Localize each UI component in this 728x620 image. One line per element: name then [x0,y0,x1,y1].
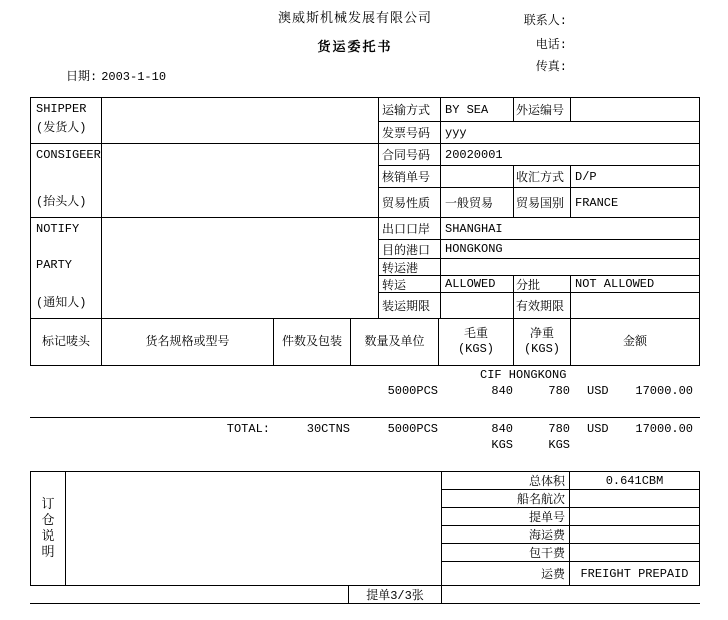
total-net-weight: 780 [548,422,570,436]
vessel-voyage-value [570,490,699,507]
price-term: CIF HONGKONG [480,368,567,382]
notify-value-area [102,218,378,318]
shipper-value-area [102,98,378,143]
header-net-weight-line1: 净重 [529,327,554,341]
bl-number-value [570,508,699,525]
phone-label: 电话: [535,38,567,52]
shipper-label [31,98,102,143]
trade-nature-row [379,188,699,218]
detail-amount: 17000.00 [635,384,693,398]
total-packages: 30CTNS [306,422,350,436]
header-quantity: 数量及单位 [351,319,439,365]
shipper-row [31,98,378,144]
total-amount: 17000.00 [635,422,693,436]
validity-value [571,293,699,318]
shipper-label-cn: (发货人) [36,121,87,135]
header-net-weight [514,319,571,365]
dest-port-value: HONGKONG [445,242,503,256]
shipper-label-en: SHIPPER [36,102,87,116]
shipment-deadline-label: 装运期限 [379,293,441,318]
invoice-no-value: yyy [445,125,467,140]
total-quantity: 5000PCS [387,422,438,436]
detail-currency: USD [587,384,609,398]
goods-data-area [30,366,700,471]
detail-quantity: 5000PCS [387,384,438,398]
header-description: 货名规格或型号 [102,319,274,365]
header-amount: 金额 [622,334,647,349]
goods-table-header [30,318,700,366]
company-name: 澳威斯机械发展有限公司 [277,11,432,26]
booking-summary-table [441,472,699,585]
contact-person-label: 联系人: [523,14,567,28]
header-packages: 件数及包装 [274,319,351,365]
consignee-value-area [102,144,378,217]
total-net-unit: KGS [548,438,570,452]
verification-no-value [441,166,514,187]
detail-gross-weight: 840 [491,384,513,398]
notify-label-en2: PARTY [36,257,73,272]
freight-row [442,562,699,585]
dest-port-label: 目的港口 [379,240,441,258]
booking-note-label: 订仓说明 [41,496,55,560]
partial-shipment-label: 分批 [514,276,571,292]
trade-nature-value: 一般贸易 [441,188,514,217]
consignee-row [31,144,378,218]
waybill-no-label: 外运编号 [514,98,571,121]
partial-shipment-value: NOT ALLOWED [575,277,655,291]
header-gross-weight-line1: 毛重 [463,327,488,341]
consignee-label [31,144,102,217]
consignee-label-en: CONSIGEER [36,148,101,162]
total-gross-unit: KGS [491,438,513,452]
vessel-voyage-label: 船名航次 [442,490,570,507]
transshipment-label: 转运 [379,276,441,292]
export-port-label: 出口口岸 [379,218,441,239]
booking-note-area [66,472,441,585]
total-gross-weight: 840 [491,422,513,436]
ocean-freight-label: 海运费 [442,526,570,543]
doc-title: 货运委托书 [317,40,393,55]
invoice-no-row [379,122,699,144]
bl-number-row [442,508,699,526]
payment-method-label: 收汇方式 [514,166,571,187]
total-volume-label: 总体积 [442,472,570,489]
total-currency: USD [587,422,609,436]
bl-copies-note: 提单3/3张 [348,586,442,603]
contract-no-value: 20020001 [445,147,503,162]
ocean-freight-row [442,526,699,544]
transshipment-value: ALLOWED [441,276,514,292]
vessel-voyage-row [442,490,699,508]
lump-sum-fee-row [442,544,699,562]
header-marks: 标记唛头 [31,319,102,365]
shipment-info-table [30,97,700,319]
shipment-details-section [379,98,699,318]
detail-net-weight: 780 [548,384,570,398]
lump-sum-fee-value [570,544,699,561]
lump-sum-fee-label: 包干费 [442,544,570,561]
date-value: 2003-1-10 [101,70,167,84]
consignee-label-cn: (抬头人) [36,195,87,209]
validity-label: 有效期限 [514,293,571,318]
freight-label: 运费 [442,562,570,585]
notify-label-cn: (通知人) [36,296,87,310]
contract-no-label: 合同号码 [379,144,441,165]
waybill-no-value [571,98,699,121]
verification-no-label: 核销单号 [379,166,441,187]
total-divider-line [30,417,700,418]
header-gross-weight-line2: (KGS) [457,342,494,356]
bl-number-label: 提单号 [442,508,570,525]
transport-mode-value: BY SEA [441,98,514,121]
notify-label-en1: NOTIFY [36,222,80,236]
header-net-weight-line2: (KGS) [523,342,560,356]
transshipment-row [379,276,699,293]
shipment-deadline-row [379,293,699,318]
trade-country-value: FRANCE [575,195,619,210]
transport-mode-row [379,98,699,122]
bl-copies-row [30,585,700,604]
trade-nature-label: 贸易性质 [379,188,441,217]
total-label: TOTAL: [226,422,270,436]
contract-no-row [379,144,699,166]
payment-method-value: D/P [575,169,597,184]
header-gross-weight [439,319,514,365]
date-field [66,67,170,84]
dest-port-row [379,240,699,259]
total-volume-value: 0.641CBM [605,473,664,488]
export-port-row [379,218,699,240]
transport-mode-label: 运输方式 [379,98,441,121]
date-label: 日期: [66,70,98,84]
booking-note-label-cell [31,472,66,585]
trade-country-label: 贸易国别 [514,188,571,217]
total-volume-row [442,472,699,490]
export-port-value: SHANGHAI [445,221,503,236]
verification-no-row [379,166,699,188]
ocean-freight-value [570,526,699,543]
booking-section [30,471,700,586]
shipment-deadline-value [441,293,514,318]
invoice-no-label: 发票号码 [379,122,441,143]
transit-port-row [379,259,699,276]
parties-section [31,98,379,318]
fax-label: 传真: [535,60,567,74]
transit-port-label: 转运港 [379,259,441,275]
notify-row [31,218,378,318]
freight-value: FREIGHT PREPAID [580,566,689,581]
notify-label [31,218,102,318]
transit-port-value [441,259,699,275]
